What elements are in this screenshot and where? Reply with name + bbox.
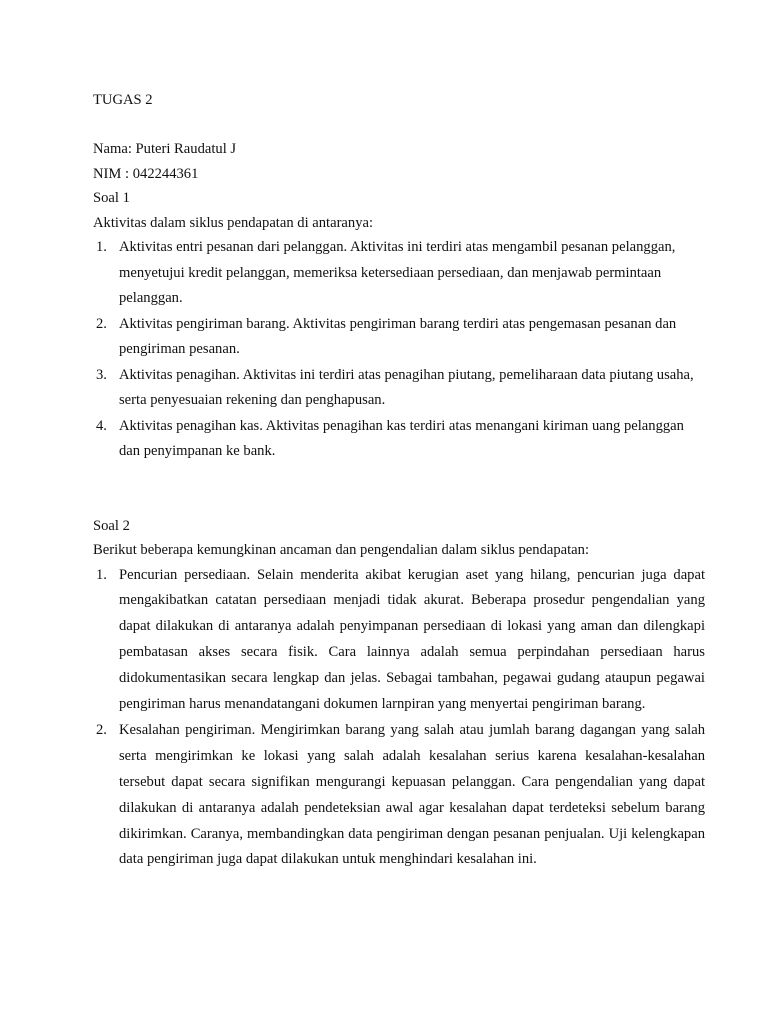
list-item (93, 563, 705, 718)
list-item (93, 235, 705, 312)
student-name: Nama: Puteri Raudatul J (93, 141, 237, 157)
list-number: 2. (96, 315, 107, 332)
list-number: 1. (96, 566, 107, 583)
soal1-list (93, 235, 705, 465)
list-item (93, 312, 705, 363)
soal2-intro: Berikut beberapa kemungkinan ancaman dan pengendalian dalam siklus pendapatan: (93, 542, 590, 558)
spacer (93, 113, 705, 138)
list-text: Aktivitas penagihan. Aktivitas ini terdiri atas penagihan piutang, pemeliharaan data piutang usaha, serta penyesuaian rekening dan penghapusan. (119, 366, 694, 408)
list-number: 4. (96, 417, 107, 434)
list-text: Aktivitas entri pesanan dari pelanggan. Aktivitas ini terdiri atas mengambil pesanan pelanggan, menyetujui kredit pelanggan, memeriksa ketersediaan persediaan, dan menjawab permintaan pelanggan. (119, 239, 676, 306)
list-item (93, 414, 705, 465)
document-title: TUGAS 2 (93, 92, 153, 108)
soal2-heading: Soal 2 (93, 517, 130, 534)
soal1-heading: Soal 1 (93, 190, 130, 206)
list-item (93, 718, 705, 873)
document-page (93, 88, 705, 873)
list-text: Aktivitas penagihan kas. Aktivitas penagihan kas terdiri atas menangani kiriman uang pelanggan dan penyimpanan ke bank. (119, 417, 684, 459)
list-text: Kesalahan pengiriman. Mengirimkan barang yang salah atau jumlah barang dagangan yang salah serta mengirimkan ke lokasi yang salah adalah kesalahan serius karena kesalahan-kesalahan tersebut dapat secara signifikan mengurangi kepuasan pelanggan. Cara pengendalian yang dapat dilakukan di antaranya adalah pendeteksian awal agar kesalahan dapat terdeteksi sebelum barang dikirimkan. Caranya, membandingkan data pengiriman dengan pesanan penjualan. Uji kelengkapan data pengiriman juga dapat dilakukan untuk menghindari kesalahan ini. (119, 721, 705, 868)
list-item (93, 363, 705, 414)
list-number: 1. (96, 239, 107, 255)
list-number: 3. (96, 366, 107, 383)
list-text: Aktivitas pengiriman barang. Aktivitas pengiriman barang terdiri atas pengemasan pesanan dan pengiriman pesanan. (119, 315, 677, 357)
student-nim: NIM : 042244361 (93, 165, 199, 182)
list-text: Pencurian persediaan. Selain menderita akibat kerugian aset yang hilang, pencurian juga dapat mengakibatkan catatan persediaan menjadi tidak akurat. Beberapa prosedur pengendalian yang dapat dilakukan di antaranya adalah penyimpanan persediaan di lokasi yang aman dan dilengkapi pembatasan akses secara fisik. Cara lainnya adalah semua perpindahan persediaan harus didokumentasikan secara lengkap dan jelas. Sebagai tambahan, pegawai gudang ataupun pegawai pengiriman harus menandatangani dokumen larnpiran yang menyertai pengiriman barang. (119, 566, 705, 713)
list-number: 2. (96, 721, 107, 738)
soal2-list (93, 563, 705, 874)
soal1-intro: Aktivitas dalam siklus pendapatan di antaranya: (93, 214, 374, 231)
spacer (93, 465, 705, 514)
